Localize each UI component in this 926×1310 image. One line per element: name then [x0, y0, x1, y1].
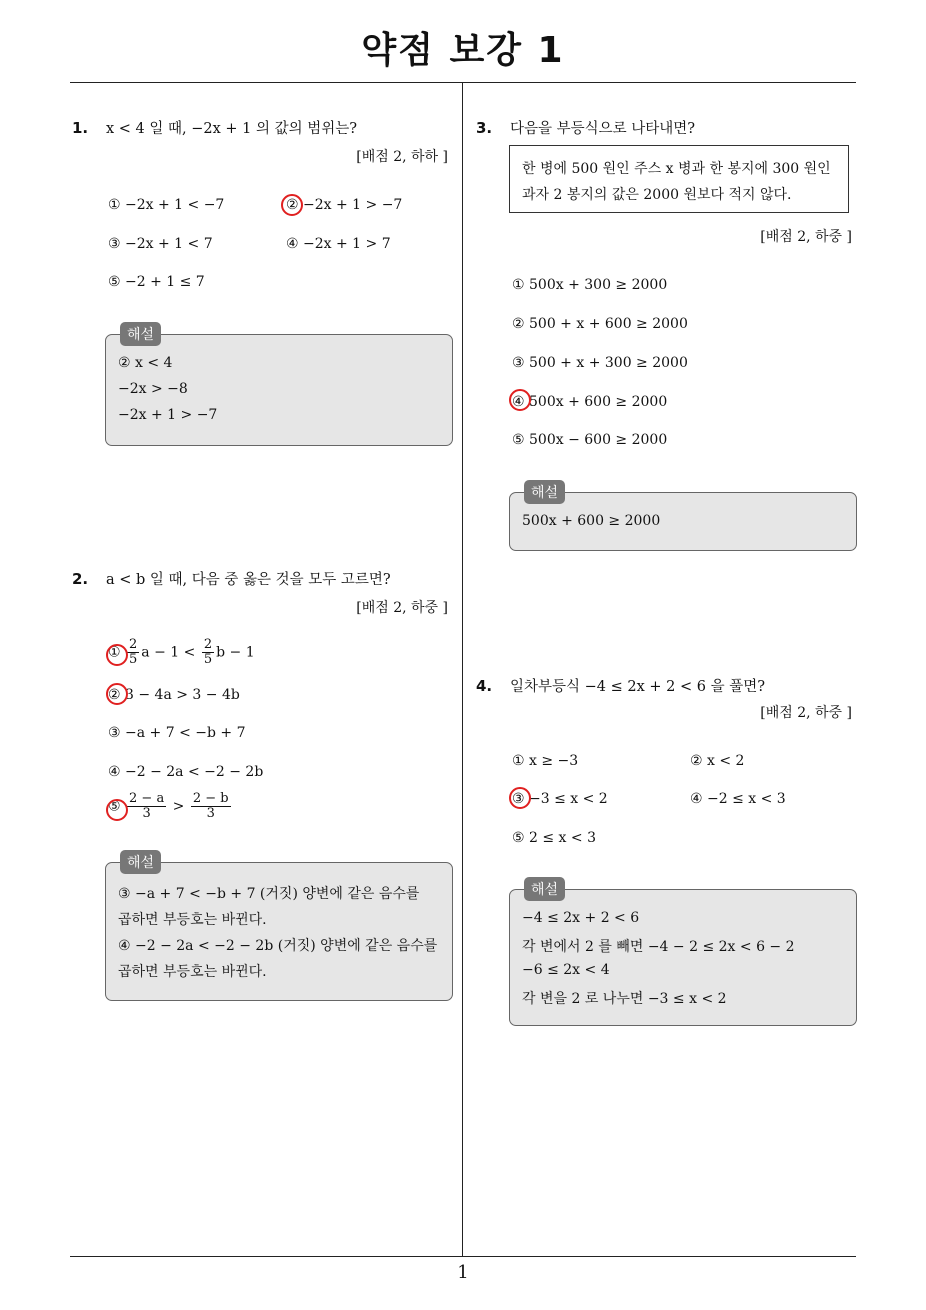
question-number: 3.	[476, 119, 493, 137]
option-2[interactable]: ② x < 2	[690, 753, 745, 769]
solution-line: −6 ≤ 2x < 4	[522, 962, 610, 978]
question-1	[72, 117, 357, 138]
score-label: [배점 2, 하하 ]	[356, 149, 448, 165]
answer-mark-circle	[106, 799, 128, 821]
fraction: $\frac{2}{5}$	[129, 637, 138, 667]
option-5[interactable]: ⑤ 500x − 600 ≥ 2000	[512, 432, 668, 448]
fraction: $\frac{2 - b}{3}$	[192, 791, 229, 821]
question-prompt: x < 4 일 때, −2x + 1 의 값의 범위는?	[106, 121, 358, 137]
score-label: [배점 2, 하중 ]	[760, 229, 852, 245]
solution-line: 곱하면 부등호는 바뀐다.	[118, 912, 267, 928]
solution-line: 각 변에서 2 를 빼면 −4 − 2 ≤ 2x < 6 − 2	[522, 939, 795, 955]
option-4[interactable]: ④ −2 ≤ x < 3	[690, 791, 786, 807]
solution-box	[105, 334, 453, 446]
option-1[interactable]	[108, 638, 255, 667]
option-2[interactable]: ② 500 + x + 600 ≥ 2000	[512, 316, 688, 332]
question-number: 4.	[476, 677, 493, 695]
condition-line: 한 병에 500 원인 주스 x 병과 한 봉지에 300 원인	[522, 161, 831, 177]
question-2	[72, 568, 391, 589]
page-number: 1	[457, 1262, 469, 1283]
condition-line: 과자 2 봉지의 값은 2000 원보다 적지 않다.	[522, 187, 792, 203]
solution-tag: 해설	[120, 850, 161, 874]
solution-line: −2x + 1 > −7	[118, 407, 218, 423]
option-1[interactable]: ① x ≥ −3	[512, 753, 579, 769]
question-4	[476, 675, 765, 696]
solution-line: 곱하면 부등호는 바뀐다.	[118, 964, 267, 980]
answer-mark-circle	[509, 389, 531, 411]
header-rule	[70, 82, 856, 83]
option-3[interactable]: ③ −2x + 1 < 7	[108, 236, 213, 252]
answer-mark-circle	[106, 683, 128, 705]
answer-mark-circle	[106, 644, 128, 666]
option-mark: ⑤	[108, 798, 121, 815]
option-5[interactable]: ⑤ 2 ≤ x < 3	[512, 830, 596, 846]
answer-mark-circle	[509, 787, 531, 809]
option-3[interactable]: ③ 500 + x + 300 ≥ 2000	[512, 355, 688, 371]
fraction: $\frac{2}{5}$	[203, 637, 213, 667]
solution-line: ③ −a + 7 < −b + 7 (거짓) 양변에 같은 음수를	[118, 886, 420, 902]
option-3[interactable]: ③ −a + 7 < −b + 7	[108, 725, 246, 741]
solution-line: −4 ≤ 2x + 2 < 6	[522, 910, 640, 926]
question-prompt: 다음을 부등식으로 나타내면?	[510, 121, 696, 137]
solution-box	[105, 862, 453, 1001]
solution-tag: 해설	[120, 322, 161, 346]
option-2[interactable]: ② −2x + 1 > −7	[286, 197, 403, 213]
option-mark: ①	[108, 644, 121, 661]
score-label: [배점 2, 하중 ]	[356, 600, 448, 616]
problem-condition-box	[509, 145, 849, 213]
option-2[interactable]: ② 3 − 4a > 3 − 4b	[108, 687, 240, 703]
question-3	[476, 117, 695, 138]
answer-mark-circle	[281, 194, 303, 216]
solution-line: ② x < 4	[118, 355, 173, 371]
solution-line: ④ −2 − 2a < −2 − 2b (거짓) 양변에 같은 음수를	[118, 938, 438, 954]
solution-tag: 해설	[524, 877, 565, 901]
fraction: $\frac{2 - a}{3}$	[129, 791, 165, 821]
solution-tag: 해설	[524, 480, 565, 504]
expression-part: a − 1 <	[141, 644, 196, 661]
inequality-sign: >	[172, 798, 185, 815]
option-3[interactable]: ③ −3 ≤ x < 2	[512, 791, 608, 807]
question-number: 1.	[72, 119, 89, 137]
column-divider	[462, 83, 463, 1257]
expression-part: b − 1	[216, 644, 255, 661]
option-1[interactable]: ① −2x + 1 < −7	[108, 197, 225, 213]
question-prompt: 일차부등식 −4 ≤ 2x + 2 < 6 을 풀면?	[510, 679, 765, 695]
solution-line: 500x + 600 ≥ 2000	[522, 513, 661, 529]
score-label: [배점 2, 하중 ]	[760, 705, 852, 721]
option-1[interactable]: ① 500x + 300 ≥ 2000	[512, 277, 668, 293]
question-number: 2.	[72, 570, 89, 588]
question-prompt: a < b 일 때, 다음 중 옳은 것을 모두 고르면?	[106, 572, 391, 588]
option-4[interactable]: ④ 500x + 600 ≥ 2000	[512, 394, 668, 410]
page-title: 약점 보강 1	[361, 30, 565, 71]
option-4[interactable]: ④ −2 − 2a < −2 − 2b	[108, 764, 264, 780]
solution-box	[509, 889, 857, 1026]
solution-line: 각 변을 2 로 나누면 −3 ≤ x < 2	[522, 991, 727, 1007]
footer-rule	[70, 1256, 856, 1257]
option-4[interactable]: ④ −2x + 1 > 7	[286, 236, 391, 252]
option-5[interactable]: ⑤ −2 + 1 ≤ 7	[108, 274, 205, 290]
solution-line: −2x > −8	[118, 381, 188, 397]
